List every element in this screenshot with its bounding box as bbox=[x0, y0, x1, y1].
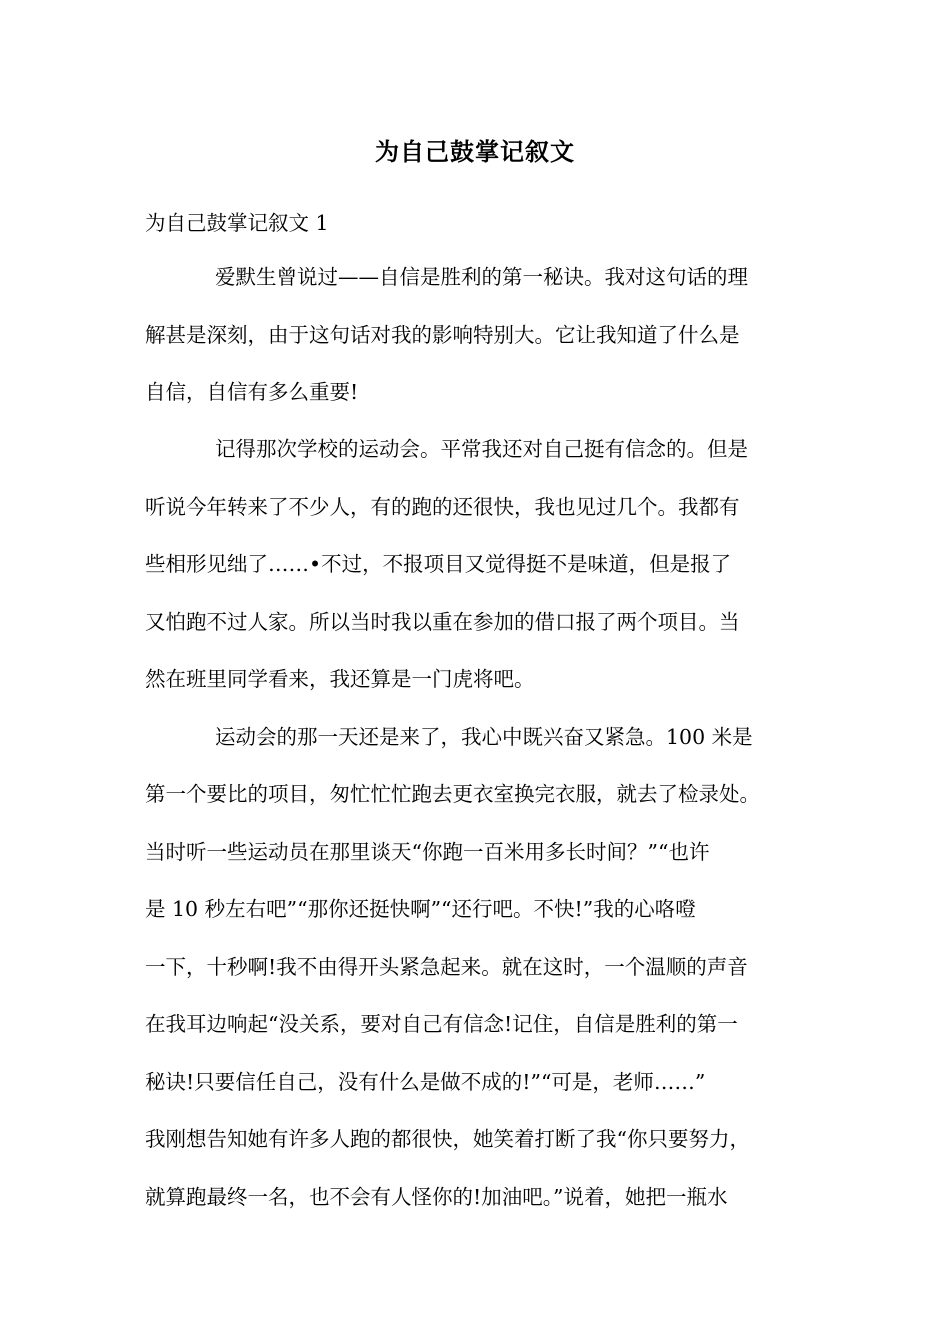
paragraph-3-line-9: 就算跑最终一名，也不会有人怪你的!加油吧。”说着，她把一瓶水 bbox=[145, 1185, 728, 1209]
paragraph-1-line-2: 解甚是深刻，由于这句话对我的影响特别大。它让我知道了什么是 bbox=[145, 323, 740, 347]
paragraph-2-line-5: 然在班里同学看来，我还算是一门虎将吧。 bbox=[145, 667, 535, 691]
paragraph-3-line-6: 在我耳边响起“没关系，要对自己有信念!记住，自信是胜利的第一 bbox=[145, 1012, 738, 1036]
paragraph-3-line-4: 是 10 秒左右吧”“那你还挺快啊”“还行吧。不快!”我的心咯噔 bbox=[145, 897, 696, 921]
paragraph-1-line-3: 自信，自信有多么重要! bbox=[145, 380, 359, 404]
paragraph-3-line-1: 运动会的那一天还是来了，我心中既兴奋又紧急。100 米是 bbox=[215, 725, 753, 749]
paragraph-3-line-5: 一下，十秒啊!我不由得开头紧急起来。就在这时，一个温顺的声音 bbox=[145, 955, 748, 979]
paragraph-3-line-7: 秘诀!只要信任自己，没有什么是做不成的!”“可是，老师……” bbox=[145, 1070, 706, 1094]
paragraph-2-line-4: 又怕跑不过人家。所以当时我以重在参加的借口报了两个项目。当 bbox=[145, 610, 740, 634]
document-title: 为自己鼓掌记叙文 bbox=[375, 137, 575, 166]
paragraph-3-line-2: 第一个要比的项目，匆忙忙忙跑去更衣室换完衣服，就去了检录处。 bbox=[145, 782, 760, 806]
paragraph-2-line-1: 记得那次学校的运动会。平常我还对自己挺有信念的。但是 bbox=[215, 437, 748, 461]
section-heading: 为自己鼓掌记叙文 1 bbox=[145, 211, 329, 235]
paragraph-2-line-2: 听说今年转来了不少人，有的跑的还很快，我也见过几个。我都有 bbox=[145, 495, 740, 519]
paragraph-3-line-8: 我刚想告知她有许多人跑的都很快，她笑着打断了我“你只要努力， bbox=[145, 1127, 750, 1151]
paragraph-1-line-1: 爱默生曾说过——自信是胜利的第一秘诀。我对这句话的理 bbox=[215, 265, 748, 289]
paragraph-2-line-3: 些相形见绌了……•不过，不报项目又觉得挺不是味道，但是报了 bbox=[145, 552, 732, 576]
paragraph-3-line-3: 当时听一些运动员在那里谈天“你跑一百米用多长时间？”“也许 bbox=[145, 840, 710, 864]
